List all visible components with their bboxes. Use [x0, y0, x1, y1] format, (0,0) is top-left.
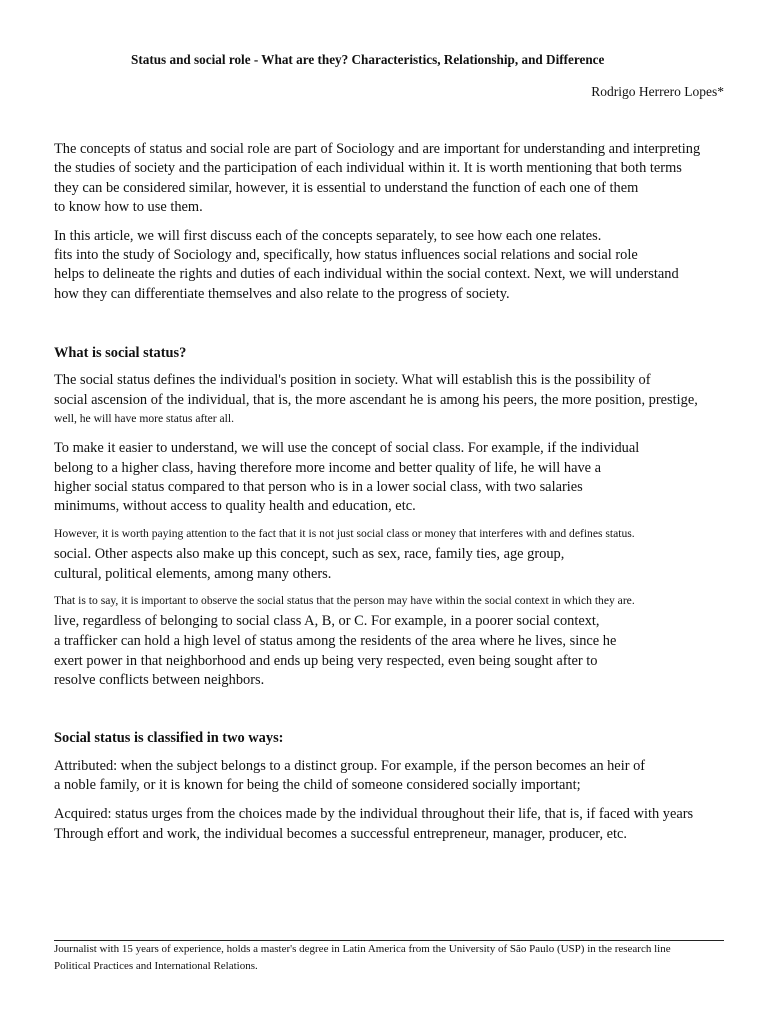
s1-p1-line-1: The social status defines the individual's position in society. What will establish this is the possibility of	[54, 372, 651, 388]
document-title: Status and social role - What are they? Characteristics, Relationship, and Difference	[131, 52, 605, 67]
s1-p4-line-5: resolve conflicts between neighbors.	[54, 672, 265, 688]
s2-p1-line-2: a noble family, or it is known for being the child of someone considered socially important;	[54, 777, 581, 793]
intro-p1-line-1: The concepts of status and social role are part of Sociology and are important for understanding and interpreting	[54, 141, 701, 157]
s1-p4-line-3: a trafficker can hold a high level of status among the residents of the area where he lives, since he	[54, 633, 617, 649]
footnote-line-1: Journalist with 15 years of experience, holds a master's degree in Latin America from the University of São Paulo (USP) in the research line	[54, 943, 671, 955]
s1-p1-line-2: social ascension of the individual, that is, the more ascendant he is among his peers, the more position, prestige,	[54, 392, 698, 408]
intro-p1-line-4: to know how to use them.	[54, 199, 203, 215]
intro-p1-line-3: they can be considered similar, however, it is essential to understand the function of each one of them	[54, 180, 639, 196]
intro-p1-line-2: the studies of society and the participation of each individual within it. It is worth mentioning that both terms	[54, 160, 682, 176]
s1-p4-line-1: That is to say, it is important to observe the social status that the person may have within the social context in which they are.	[54, 594, 635, 607]
intro-p2-line-4: how they can differentiate themselves and also relate to the progress of society.	[54, 286, 510, 302]
author-name: Rodrigo Herrero Lopes*	[591, 84, 724, 99]
s1-p3-line-1: However, it is worth paying attention to the fact that it is not just social class or money that interferes with and defines status.	[54, 527, 635, 540]
s2-p1-line-1: Attributed: when the subject belongs to a distinct group. For example, if the person becomes an heir of	[54, 758, 646, 774]
section-heading-social-status: What is social status?	[54, 345, 187, 361]
intro-p2-line-3: helps to delineate the rights and duties of each individual within the social context. Next, we will understand	[54, 266, 679, 282]
s1-p2-line-4: minimums, without access to quality health and education, etc.	[54, 498, 416, 514]
s1-p3-line-3: cultural, political elements, among many others.	[54, 566, 332, 582]
s1-p2-line-3: higher social status compared to that person who is in a lower social class, with two salaries	[54, 479, 583, 495]
s1-p3-line-2: social. Other aspects also make up this concept, such as sex, race, family ties, age group,	[54, 546, 565, 562]
section-heading-classification: Social status is classified in two ways:	[54, 730, 284, 746]
s1-p4-line-4: exert power in that neighborhood and ends up being very respected, even being sought after to	[54, 653, 598, 669]
s1-p1-line-3: well, he will have more status after all.	[54, 412, 234, 425]
s2-p2-line-2: Through effort and work, the individual becomes a successful entrepreneur, manager, producer, etc.	[54, 826, 628, 842]
s1-p2-line-2: belong to a higher class, having therefore more income and better quality of life, he will have a	[54, 460, 602, 476]
intro-p2-line-1: In this article, we will first discuss each of the concepts separately, to see how each one relates.	[54, 228, 602, 244]
s1-p2-line-1: To make it easier to understand, we will use the concept of social class. For example, if the individual	[54, 440, 640, 456]
s2-p2-line-1: Acquired: status urges from the choices made by the individual throughout their life, that is, if faced with years	[54, 806, 694, 822]
s1-p4-line-2: live, regardless of belonging to social class A, B, or C. For example, in a poorer social context,	[54, 613, 600, 629]
footnote-divider	[54, 940, 724, 941]
intro-p2-line-2: fits into the study of Sociology and, specifically, how status influences social relations and social role	[54, 247, 638, 263]
footnote-line-2: Political Practices and International Relations.	[54, 960, 258, 972]
